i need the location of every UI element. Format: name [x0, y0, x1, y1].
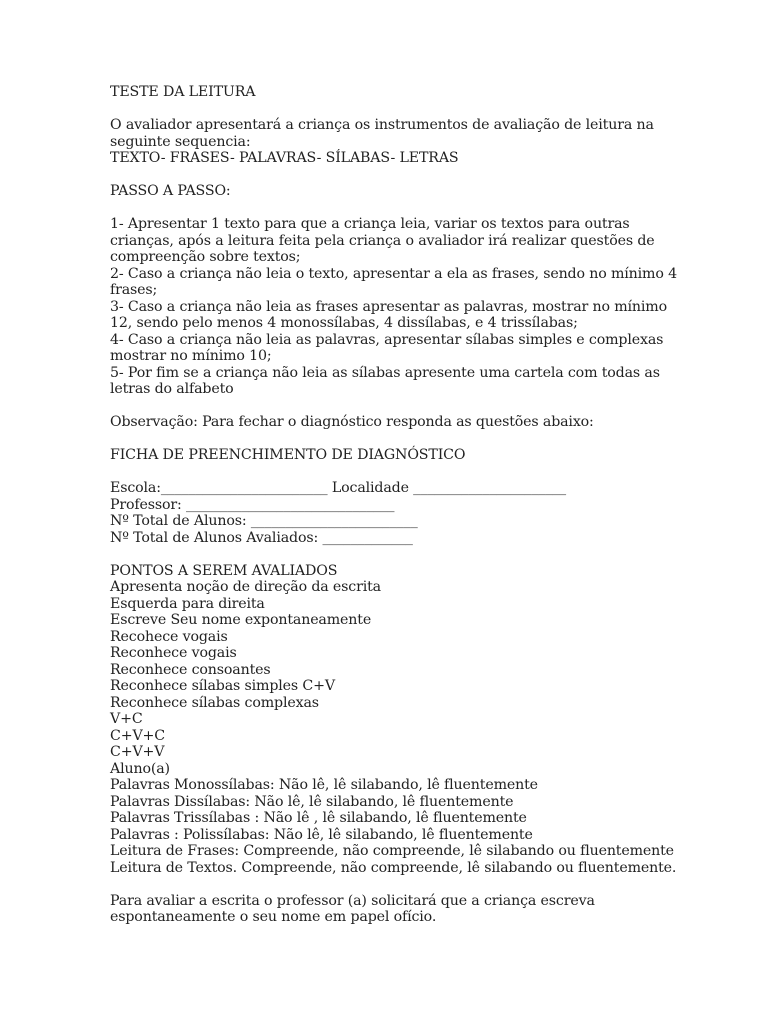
- form-field-students-evaluated: Nº Total de Alunos Avaliados: _____________: [110, 529, 413, 546]
- document-title: TESTE DA LEITURA: [110, 84, 256, 100]
- point-item: Aluno(a): [110, 760, 170, 777]
- point-item: V+C: [110, 711, 143, 727]
- spacer: [110, 398, 670, 415]
- spacer: [110, 546, 670, 563]
- observation-text: Observação: Para fechar o diagnóstico responda as questões abaixo:: [110, 414, 594, 430]
- spacer: [110, 200, 670, 217]
- point-item: Leitura de Frases: Compreende, não compreende, lê silabando ou fluentemente: [110, 843, 674, 859]
- points-list: [110, 579, 677, 876]
- document-page: [110, 84, 677, 926]
- form-field-teacher: Professor: ______________________________: [110, 496, 395, 513]
- step-line: compreenção sobre textos;: [110, 249, 301, 265]
- closing-paragraph: [110, 893, 670, 926]
- step-line: 4- Caso a criança não leia as palavras, apresentar sílabas simples e complexas: [110, 331, 664, 348]
- point-item: Reconhece sílabas complexas: [110, 694, 319, 711]
- point-item: Esquerda para direita: [110, 595, 265, 612]
- intro-paragraph: [110, 117, 670, 167]
- form-fields: [110, 480, 670, 546]
- step-line: 3- Caso a criança não leia as frases apresentar as palavras, mostrar no mínimo: [110, 298, 667, 315]
- point-item: Palavras Trissílabas : Não lê , lê silabando, lê fluentemente: [110, 810, 527, 826]
- steps-list: [110, 216, 677, 398]
- step-line: letras do alfabeto: [110, 381, 234, 397]
- form-field-school-locality: Escola:________________________ Localidade ______________________: [110, 480, 566, 496]
- point-item: Palavras Monossílabas: Não lê, lê silabando, lê fluentemente: [110, 777, 538, 793]
- spacer: [110, 464, 670, 481]
- point-item: Palavras Dissílabas: Não lê, lê silabando, lê fluentemente: [110, 793, 514, 810]
- closing-line: espontaneamente o seu nome em papel ofício.: [110, 909, 437, 925]
- point-item: Escreve Seu nome expontaneamente: [110, 612, 372, 628]
- step-line: 1- Apresentar 1 texto para que a criança leia, variar os textos para outras: [110, 216, 630, 232]
- point-item: Recohece vogais: [110, 628, 228, 645]
- steps-heading: PASSO A PASSO:: [110, 183, 231, 199]
- intro-line: O avaliador apresentará a criança os instrumentos de avaliação de leitura na: [110, 117, 654, 133]
- point-item: Reconhece sílabas simples C+V: [110, 678, 335, 694]
- spacer: [110, 876, 670, 893]
- step-line: frases;: [110, 282, 158, 298]
- step-line: mostrar no mínimo 10;: [110, 348, 272, 364]
- step-line: 5- Por fim se a criança não leia as sílabas apresente uma cartela com todas as: [110, 364, 660, 381]
- spacer: [110, 167, 670, 184]
- intro-line: seguinte sequencia:: [110, 133, 251, 150]
- step-line: 12, sendo pelo menos 4 monossílabas, 4 dissílabas, e 4 trissílabas;: [110, 315, 578, 331]
- point-item: Leitura de Textos. Compreende, não compreende, lê silabando ou fluentemente.: [110, 859, 677, 876]
- form-heading: FICHA DE PREENCHIMENTO DE DIAGNÓSTICO: [110, 447, 466, 463]
- point-item: C+V+C: [110, 727, 165, 744]
- point-item: Palavras : Polissílabas: Não lê, lê silabando, lê fluentemente: [110, 826, 533, 843]
- point-item: Reconhece vogais: [110, 645, 237, 661]
- point-item: Reconhece consoantes: [110, 661, 271, 678]
- point-item: Apresenta noção de direção da escrita: [110, 579, 381, 595]
- spacer: [110, 101, 670, 118]
- step-line: crianças, após a leitura feita pela criança o avaliador irá realizar questões de: [110, 232, 655, 249]
- spacer: [110, 431, 670, 448]
- intro-sequence: TEXTO- FRASES- PALAVRAS- SÍLABAS- LETRAS: [110, 150, 459, 166]
- points-heading: PONTOS A SEREM AVALIADOS: [110, 562, 338, 579]
- point-item: C+V+V: [110, 744, 165, 760]
- closing-line: Para avaliar a escrita o professor (a) solicitará que a criança escreva: [110, 892, 595, 909]
- form-field-total-students: Nº Total de Alunos: ________________________: [110, 513, 418, 529]
- step-line: 2- Caso a criança não leia o texto, apresentar a ela as frases, sendo no mínimo 4: [110, 265, 677, 282]
